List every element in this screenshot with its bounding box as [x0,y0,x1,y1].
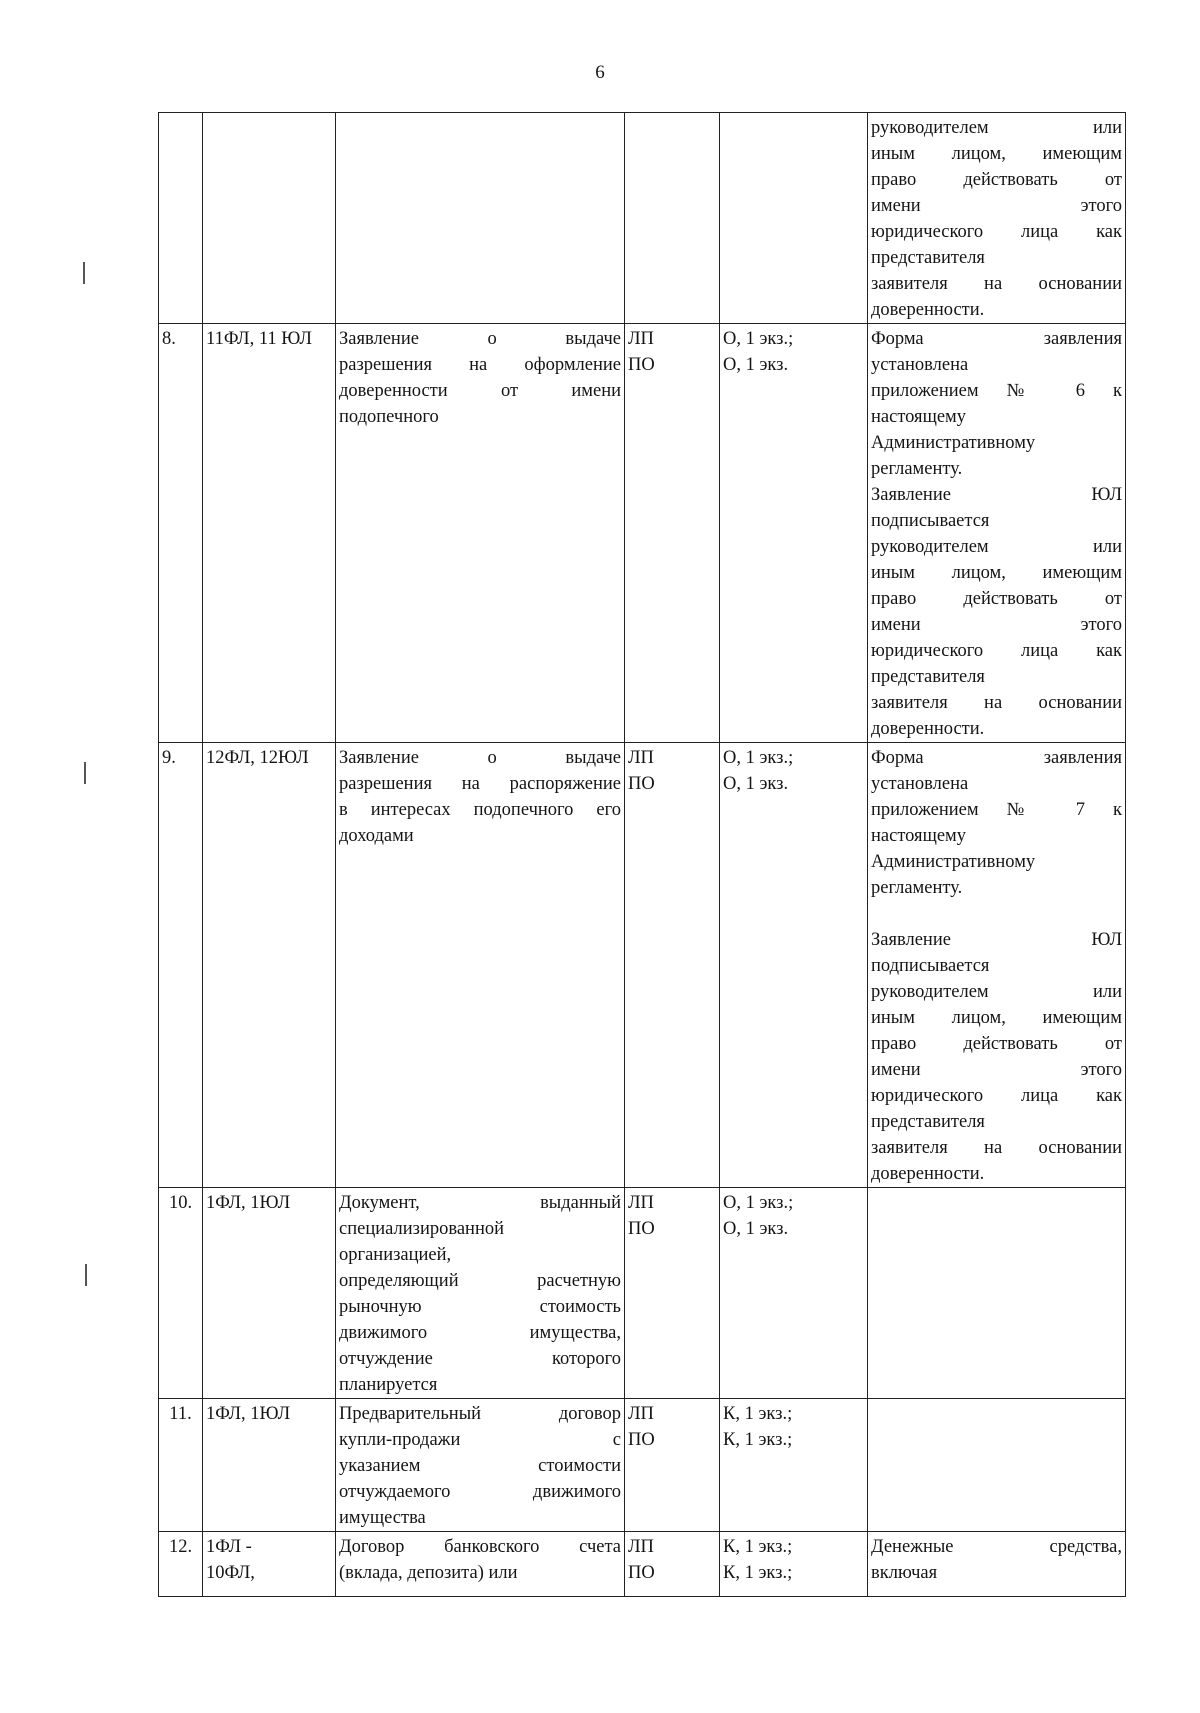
note-text-line: иным лицом, имеющим [871,1008,1122,1028]
row-number: 12. [159,1532,203,1597]
note-text-line: представителя [871,248,985,268]
note-text-line: Административному [871,433,1036,453]
document-name-line: в интересах подопечного его [339,800,621,820]
document-name-line: отчуждаемого движимого [339,1482,621,1502]
documents-table [158,112,1126,1597]
document-name-line: купли-продажи с [339,1430,621,1450]
note-text-line: установлена [871,355,969,375]
note-text-line: доверенности. [871,719,985,739]
note-text-line: подписывается [871,511,990,531]
copies-count-line: О, 1 экз.; [723,1193,794,1213]
note-text-line: настоящему [871,826,966,846]
table-row [159,1399,1126,1532]
copies-count [720,743,868,1188]
copies-count-line: О, 1 экз. [723,1219,789,1239]
document-name-line: специализированной [339,1219,504,1239]
document-name-line: отчуждение которого [339,1349,621,1369]
document-name-line: Заявление о выдаче [339,748,621,768]
document-name-line: указанием стоимости [339,1456,621,1476]
note-text-line: Административному [871,852,1036,872]
note-text-line: право действовать от [871,170,1122,190]
note-text [868,1188,1126,1399]
note-text-line: доверенности. [871,300,985,320]
document-name-line: разрешения на распоряжение [339,774,621,794]
note-text-line: юридического лица как [871,1086,1122,1106]
note-text-line: иным лицом, имеющим [871,563,1122,583]
note-text [868,1399,1126,1532]
page-number: 6 [595,62,605,83]
copies-count [720,1399,868,1532]
document-name-line: определяющий расчетную [339,1271,621,1291]
document-type [625,1188,720,1399]
row-number: 11. [159,1399,203,1532]
note-text-line: Денежные средства, [871,1537,1122,1557]
row-number [159,113,203,324]
document-name-line: подопечного [339,407,439,427]
margin-mark [84,762,86,784]
document-type-line: ПО [628,355,655,375]
document-name-line: Договор банковского счета [339,1537,621,1557]
applicant-code [203,1399,336,1532]
table-row [159,1188,1126,1399]
note-text-line: руководителем или [871,118,1122,138]
note-text-line: право действовать от [871,1034,1122,1054]
document-type-line: ЛП [628,748,654,768]
note-text-line: имени этого [871,196,1122,216]
document-type-line: ПО [628,1563,655,1583]
row-number: 10. [159,1188,203,1399]
table-row [159,324,1126,743]
applicant-code [203,324,336,743]
note-text [868,113,1126,324]
document-name-line: доверенности от имени [339,381,621,401]
copies-count [720,324,868,743]
note-text-line: приложением № 7 к [871,800,1122,820]
note-text-line: доверенности. [871,1164,985,1184]
copies-count-line: К, 1 экз.; [723,1563,793,1583]
document-type [625,1532,720,1597]
table-row [159,1532,1126,1597]
document-type-line: ПО [628,1430,655,1450]
applicant-code [203,1532,336,1597]
copies-count [720,1188,868,1399]
document-type [625,1399,720,1532]
table-row [159,113,1126,324]
document-type-line: ЛП [628,1537,654,1557]
document-name [336,113,625,324]
copies-count-line: К, 1 экз.; [723,1430,793,1450]
document-name-line: движимого имущества, [339,1323,621,1343]
copies-count-line: О, 1 экз. [723,355,789,375]
document-name [336,1399,625,1532]
document-name-line: разрешения на оформление [339,355,621,375]
document-name-line: Заявление о выдаче [339,329,621,349]
applicant-code [203,1188,336,1399]
note-text-line: юридического лица как [871,641,1122,661]
note-text-line [871,901,1122,927]
document-name-line: доходами [339,826,414,846]
row-number: 9. [159,743,203,1188]
applicant-code-line: 11ФЛ, 11 ЮЛ [206,329,312,349]
applicant-code [203,113,336,324]
note-text-line: имени этого [871,1060,1122,1080]
document-type-line: ПО [628,1219,655,1239]
note-text-line: регламенту. [871,878,963,898]
note-text-line: юридического лица как [871,222,1122,242]
applicant-code-line: 1ФЛ, 1ЮЛ [206,1193,291,1213]
document-type-line: ЛП [628,1404,654,1424]
note-text-line: приложением № 6 к [871,381,1122,401]
note-text-line: право действовать от [871,589,1122,609]
note-text-line: имени этого [871,615,1122,635]
note-text [868,324,1126,743]
document-name [336,1188,625,1399]
document-type [625,324,720,743]
margin-mark [83,262,85,284]
applicant-code-line: 1ФЛ, 1ЮЛ [206,1404,291,1424]
note-text-line: Форма заявления [871,748,1122,768]
margin-mark [85,1264,87,1286]
document-name-line: (вклада, депозита) или [339,1563,518,1583]
note-text-line: заявителя на основании [871,693,1122,713]
copies-count [720,113,868,324]
applicant-code-line: 12ФЛ, 12ЮЛ [206,748,309,768]
document-type-line: ПО [628,774,655,794]
row-number: 8. [159,324,203,743]
document-name [336,1532,625,1597]
document-name [336,324,625,743]
document-type-line: ЛП [628,329,654,349]
note-text [868,1532,1126,1597]
applicant-code-line: 10ФЛ, [206,1563,255,1583]
note-text-line: руководителем или [871,537,1122,557]
note-text-line: иным лицом, имеющим [871,144,1122,164]
note-text-line: настоящему [871,407,966,427]
document-name [336,743,625,1188]
document-name-line: организацией, [339,1245,452,1265]
note-text-line: представителя [871,667,985,687]
document-type [625,113,720,324]
copies-count-line: О, 1 экз.; [723,748,794,768]
copies-count-line: О, 1 экз.; [723,329,794,349]
table-row [159,743,1126,1188]
note-text [868,743,1126,1188]
copies-count [720,1532,868,1597]
document-type [625,743,720,1188]
document-type-line: ЛП [628,1193,654,1213]
applicant-code-line: 1ФЛ - [206,1537,252,1557]
note-text-line: заявителя на основании [871,1138,1122,1158]
applicant-code [203,743,336,1188]
copies-count-line: К, 1 экз.; [723,1537,793,1557]
document-name-line: Документ, выданный [339,1193,621,1213]
document-name-line: имущества [339,1508,426,1528]
document-name-line: рыночную стоимость [339,1297,621,1317]
note-text-line: Форма заявления [871,329,1122,349]
note-text-line: руководителем или [871,982,1122,1002]
note-text-line: включая [871,1563,938,1583]
note-text-line: Заявление ЮЛ [871,485,1122,505]
note-text-line: заявителя на основании [871,274,1122,294]
note-text-line: установлена [871,774,969,794]
applicant-code-line [206,115,332,141]
document-name-line: Предварительный договор [339,1404,621,1424]
note-text-line: регламенту. [871,459,963,479]
note-text-line: подписывается [871,956,990,976]
document-name-line: планируется [339,1375,438,1395]
copies-count-line: О, 1 экз. [723,774,789,794]
note-text-line: Заявление ЮЛ [871,930,1122,950]
note-text-line: представителя [871,1112,985,1132]
copies-count-line: К, 1 экз.; [723,1404,793,1424]
